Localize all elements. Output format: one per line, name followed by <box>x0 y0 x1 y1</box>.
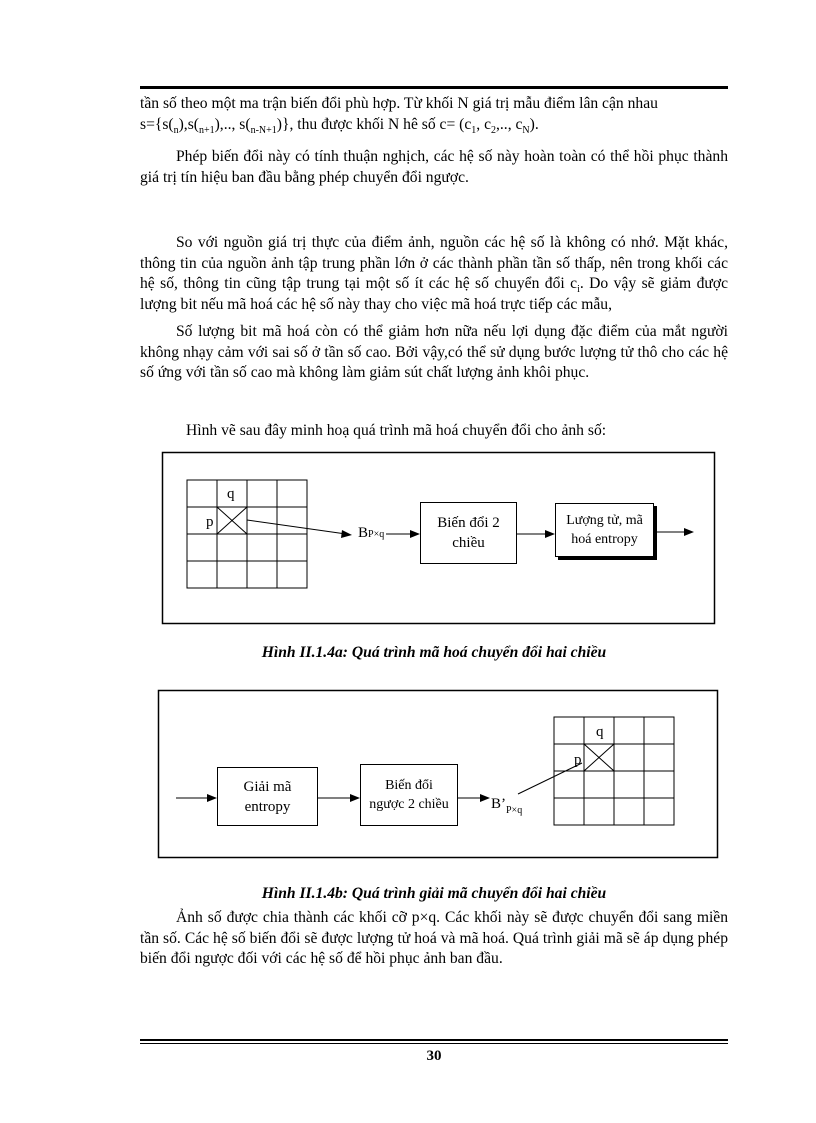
text-run: ,.., c <box>496 115 523 133</box>
paragraph-1-line-2 <box>140 115 728 136</box>
text-run: ). <box>529 115 539 133</box>
subscript: N <box>522 124 530 136</box>
quantize-entropy-box <box>555 503 654 557</box>
block-label-text: B’ <box>491 796 506 812</box>
inverse-transform-box <box>360 764 458 826</box>
block-label-sub: P×q <box>506 805 523 816</box>
box-line: Lượng tử, mã <box>566 513 643 528</box>
subscript: 1 <box>471 124 477 136</box>
caption-figure-a: Hình II.1.4a: Quá trình mã hoá chuyển đổi hai chiều <box>261 644 607 661</box>
box-line: entropy <box>244 798 291 815</box>
pixel-grid <box>187 480 307 588</box>
paragraph-1 <box>140 94 728 135</box>
paragraph-6: Ảnh số được chia thành các khối cỡ p×q. Các khối này sẽ được chuyển đổi sang miền tần số. Các hệ số biến đổi sẽ được lượng tử hoá và mã hoá. Quá trình giải mã sẽ áp dụng phép biến đổi ngược đối với các hệ số để hồi phục ảnh ban đầu. <box>140 909 728 967</box>
entropy-decode-box <box>217 767 318 826</box>
text-run: s={s( <box>140 115 174 133</box>
subscript: n <box>173 124 179 136</box>
text-run: )}, thu được khối N hê số c= (c <box>276 115 472 133</box>
box-line: chiều <box>452 535 485 551</box>
paragraph-3 <box>140 233 728 315</box>
transform-2d-box <box>420 502 517 564</box>
label-q: q <box>227 486 235 502</box>
paragraph-1-line-1: tần số theo một ma trận biến đổi phù hợp. Từ khối N giá trị mẫu điểm lân cận nhau <box>140 95 658 112</box>
arrow-to-grid <box>518 763 582 794</box>
subscript: i <box>577 284 580 296</box>
pixel-grid <box>554 717 674 825</box>
box-line: Biến đổi 2 <box>437 515 500 531</box>
footer-rule-thin <box>140 1043 728 1044</box>
block-label-text: B <box>358 525 369 541</box>
text-run: ),s( <box>178 115 199 133</box>
arrow-head <box>207 794 217 802</box>
header-rule <box>140 86 728 89</box>
arrow-head <box>350 794 360 802</box>
box-line: ngược 2 chiều <box>369 797 449 812</box>
label-p: p <box>574 752 582 768</box>
block-label <box>491 796 522 814</box>
block-label <box>358 525 384 543</box>
figure-decoding <box>158 690 718 858</box>
arrow-head <box>480 794 490 802</box>
arrow-head <box>684 528 694 536</box>
box-line: Giải mã <box>243 778 292 795</box>
paragraph-5: Hình vẽ sau đây minh hoạ quá trình mã hoá chuyển đổi cho ảnh số: <box>186 422 607 439</box>
text-run: , c <box>476 115 491 133</box>
figure-encoding <box>162 452 715 624</box>
text-run: ),.., s( <box>214 115 251 133</box>
block-label-sub: P×q <box>368 529 385 540</box>
subscript: 2 <box>491 124 496 136</box>
arrow-head <box>410 530 420 538</box>
page-number: 30 <box>426 1048 442 1064</box>
subscript: n-N+1 <box>250 124 277 136</box>
label-p: p <box>206 514 214 530</box>
footer-rule <box>140 1039 728 1041</box>
paragraph-4: Số lượng bit mã hoá còn có thể giảm hơn nữa nếu lợi dụng đặc điểm của mắt người không nhạy cảm với sai số ở tần số cao. Bởi vậy,có thể sử dụng bước lượng tử thô cho các hệ số ứng với tần số cao mà không làm giảm sút chất lượng ảnh khôi phục. <box>140 323 728 381</box>
text-run: So với nguồn giá trị thực của điểm ảnh, nguồn các hệ số là không có nhớ. Mặt khác, thông tin của nguồn ảnh tập trung phần lớn ở các thành phần tần số thấp, nên trong khối các hệ số, thông tin cũng tập trung tại một số ít các hệ số chuyển đổi c <box>140 234 728 292</box>
box-line: hoá entropy <box>571 532 638 547</box>
arrow-block-out <box>247 520 346 534</box>
arrow-head <box>545 530 555 538</box>
text-run: . Do vậy sẽ giảm được lượng bit nếu mã hoá các hệ số này thay cho việc mã hoá trực tiếp các mẫu, <box>140 275 728 313</box>
caption-figure-b: Hình II.1.4b: Quá trình giải mã chuyển đổi hai chiều <box>261 885 607 902</box>
box-line: Biến đổi <box>385 778 433 793</box>
label-q: q <box>596 724 604 740</box>
arrow-head <box>341 530 352 538</box>
paragraph-2: Phép biến đổi này có tính thuận nghịch, các hệ số này hoàn toàn có thể hồi phục thành giá trị tín hiệu ban đầu bằng phép chuyển đổi ngược. <box>140 148 728 186</box>
subscript: n+1 <box>198 124 215 136</box>
